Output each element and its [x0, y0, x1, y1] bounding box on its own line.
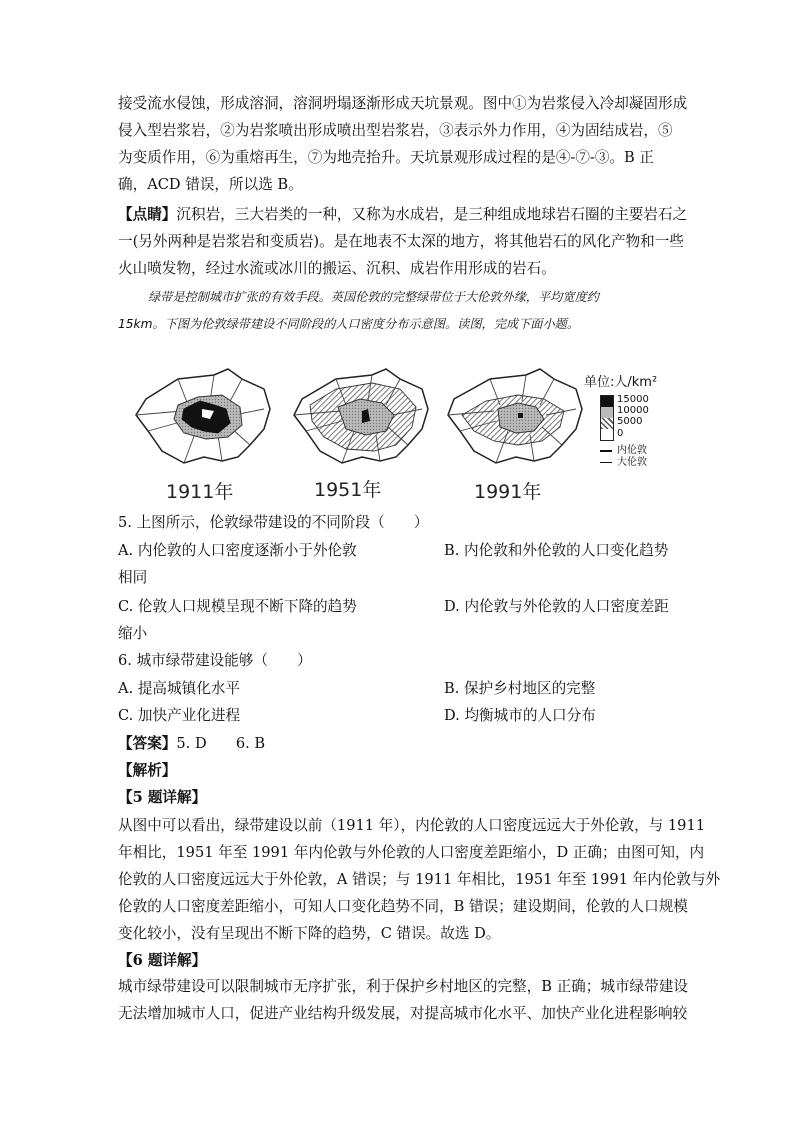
legend-value: 5000 — [617, 416, 643, 427]
detail5-line: 从图中可以看出，绿带建设以前（1911 年），内伦敦的人口密度远远大于外伦敦，与 1911 — [118, 817, 706, 834]
detail5-line: 变化较小，没有呈现出不断下降的趋势，C 错误。故选 D。 — [118, 925, 501, 942]
q6-option-b: B. 保护乡村地区的完整 — [444, 680, 596, 697]
q6-stem: 6. 城市绿带建设能够（ ） — [118, 652, 312, 669]
paragraph-line: 确，ACD 错误，所以选 B。 — [118, 176, 303, 193]
detail5-label: 【5 题详解】 — [118, 789, 207, 806]
legend-title: 单位:人/km² — [584, 375, 658, 390]
legend-value: 0 — [617, 428, 624, 439]
detail6-line: 无法增加城市人口，促进产业结构升级发展，对提高城市化水平、加快产业化进程影响较 — [118, 1005, 688, 1022]
answer-line — [118, 733, 678, 755]
legend-swatch-black — [601, 396, 613, 407]
london-density-figure — [118, 365, 678, 505]
legend-swatch-stack — [600, 395, 614, 441]
q6-option-c: C. 加快产业化进程 — [118, 707, 241, 724]
detail6-line: 城市绿带建设可以限制城市无序扩张，利于保护乡村地区的完整，B 正确；城市绿带建设 — [118, 978, 688, 995]
legend-value: 15000 — [617, 394, 649, 405]
q5-stem: 5. 上图所示，伦敦绿带建设的不同阶段（ ） — [118, 514, 429, 531]
map-1911 — [136, 369, 270, 463]
legend-line-thick — [600, 450, 612, 452]
stem-line: 15km。下图为伦敦绿带建设不同阶段的人口密度分布示意图。读图，完成下面小题。 — [118, 317, 579, 331]
legend-swatch-hatch — [601, 418, 613, 429]
detail5-line: 年相比，1951 年至 1991 年内伦敦与外伦敦的人口密度差距缩小，D 正确；由图可知，内 — [118, 844, 705, 861]
tip-line: 一(另外两种是岩浆岩和变质岩)。是在地表不太深的地方，将其他岩石的风化产物和一些 — [118, 233, 684, 250]
paragraph-line: 侵入型岩浆岩，②为岩浆喷出形成喷出型岩浆岩，③表示外力作用，④为固结成岩，⑤ — [118, 122, 673, 139]
tip-line — [118, 204, 688, 226]
q5-option-b-cont: 相同 — [118, 569, 148, 586]
legend-swatch-grid — [601, 407, 613, 418]
q5-option-c: C. 伦敦人口规模呈现不断下降的趋势 — [118, 598, 357, 615]
map-label-1991: 1991年 — [474, 481, 542, 503]
tip-line: 火山喷发物，经过水流或冰川的搬运、沉积、成岩作用形成的岩石。 — [118, 260, 556, 277]
legend-value: 10000 — [617, 405, 649, 416]
q6-option-d: D. 均衡城市的人口分布 — [444, 707, 596, 724]
map-1951 — [294, 369, 428, 463]
map-label-1911: 1911年 — [166, 481, 234, 503]
stem-line: 绿带是控制城市扩张的有效手段。英国伦敦的完整绿带位于大伦敦外缘，平均宽度约 — [148, 290, 599, 304]
tip-text: 沉积岩，三大岩类的一种，又称为水成岩，是三种组成地球岩石圈的主要岩石之 — [176, 206, 688, 223]
legend-swatch-white — [601, 429, 613, 440]
q5-option-d: D. 内伦敦与外伦敦的人口密度差距 — [444, 598, 669, 615]
legend-line-label: 内伦敦 — [617, 445, 647, 456]
map-label-1951: 1951年 — [314, 479, 382, 501]
analysis-label: 【解析】 — [118, 762, 177, 779]
q5-option-a: A. 内伦敦的人口密度逐渐小于外伦敦 — [118, 542, 357, 559]
q5-option-d-cont: 缩小 — [118, 625, 148, 642]
q5-option-b: B. 内伦敦和外伦敦的人口变化趋势 — [444, 542, 669, 559]
map-1991 — [448, 369, 582, 463]
legend-line-label: 大伦敦 — [617, 457, 647, 468]
detail5-line: 伦敦的人口密度远远大于外伦敦，A 错误；与 1911 年相比，1951 年至 1991 年内伦敦与外 — [118, 871, 721, 888]
legend-line-thin — [600, 462, 612, 463]
detail6-label: 【6 题详解】 — [118, 952, 207, 969]
answer-text: 5. D 6. B — [176, 735, 266, 752]
answer-label: 【答案】 — [118, 735, 177, 752]
detail5-line: 伦敦的人口密度差距缩小，可知人口变化趋势不同，B 错误；建设期间，伦敦的人口规模 — [118, 898, 688, 915]
paragraph-line: 接受流水侵蚀，形成溶洞，溶洞坍塌逐渐形成天坑景观。图中①为岩浆侵入冷却凝固形成 — [118, 95, 688, 112]
tip-label: 【点睛】 — [118, 206, 177, 223]
paragraph-line: 为变质作用，⑥为重熔再生，⑦为地壳抬升。天坑景观形成过程的是④-⑦-③。B 正 — [118, 149, 655, 166]
q6-option-a: A. 提高城镇化水平 — [118, 680, 240, 697]
legend — [600, 395, 680, 475]
